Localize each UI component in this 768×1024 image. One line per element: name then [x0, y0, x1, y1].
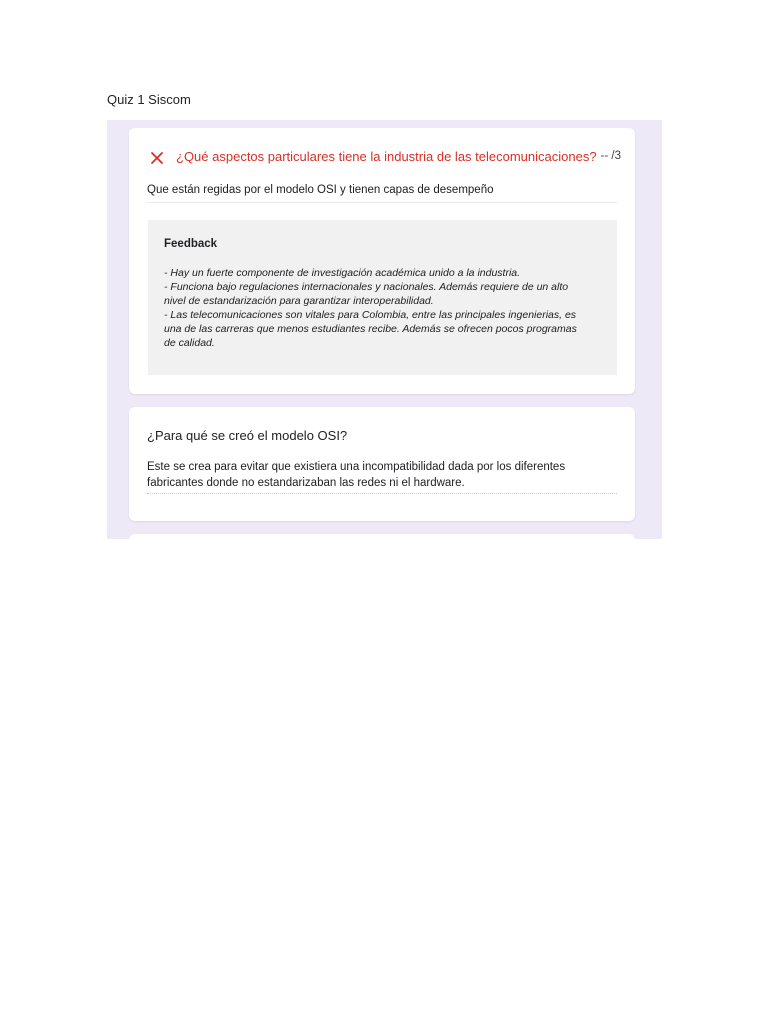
- close-icon: [149, 150, 165, 166]
- feedback-line: - Las telecomunicaciones son vitales para Colombia, entre las principales ingenierias, es: [164, 309, 577, 321]
- feedback-line: - Funciona bajo regulaciones internacionales y nacionales. Además requiere de un alto: [164, 281, 569, 293]
- feedback-line: nivel de estandarización para garantizar interoperabilidad.: [164, 295, 434, 307]
- question-points: -- /3: [600, 150, 621, 162]
- feedback-panel: [148, 220, 617, 375]
- feedback-line: - Hay un fuerte componente de investigación académica unido a la industria.: [164, 267, 521, 279]
- question-header: [149, 148, 621, 168]
- answer-line: fabricantes donde no estandarizaban las redes ni el hardware.: [147, 477, 465, 489]
- question-card: [129, 128, 635, 394]
- question-answer: [147, 459, 617, 494]
- question-title: ¿Para qué se creó el modelo OSI?: [147, 428, 348, 443]
- question-card-partial: [129, 534, 635, 539]
- question-card: [129, 407, 635, 521]
- feedback-line: de calidad.: [164, 337, 215, 349]
- question-title: ¿Qué aspectos particulares tiene la industria de las telecomunicaciones?: [176, 149, 597, 164]
- feedback-body: [164, 266, 604, 350]
- feedback-line: una de las carreras que menos estudiantes recibe. Además se ofrecen pocos programas: [164, 323, 577, 335]
- document-title: Quiz 1 Siscom: [107, 92, 191, 107]
- feedback-title: Feedback: [164, 238, 218, 250]
- question-answer: Que están regidas por el modelo OSI y tienen capas de desempeño: [147, 184, 617, 203]
- quiz-screenshot: [107, 120, 662, 539]
- answer-line: Este se crea para evitar que existiera una incompatibilidad dada por los diferentes: [147, 461, 566, 473]
